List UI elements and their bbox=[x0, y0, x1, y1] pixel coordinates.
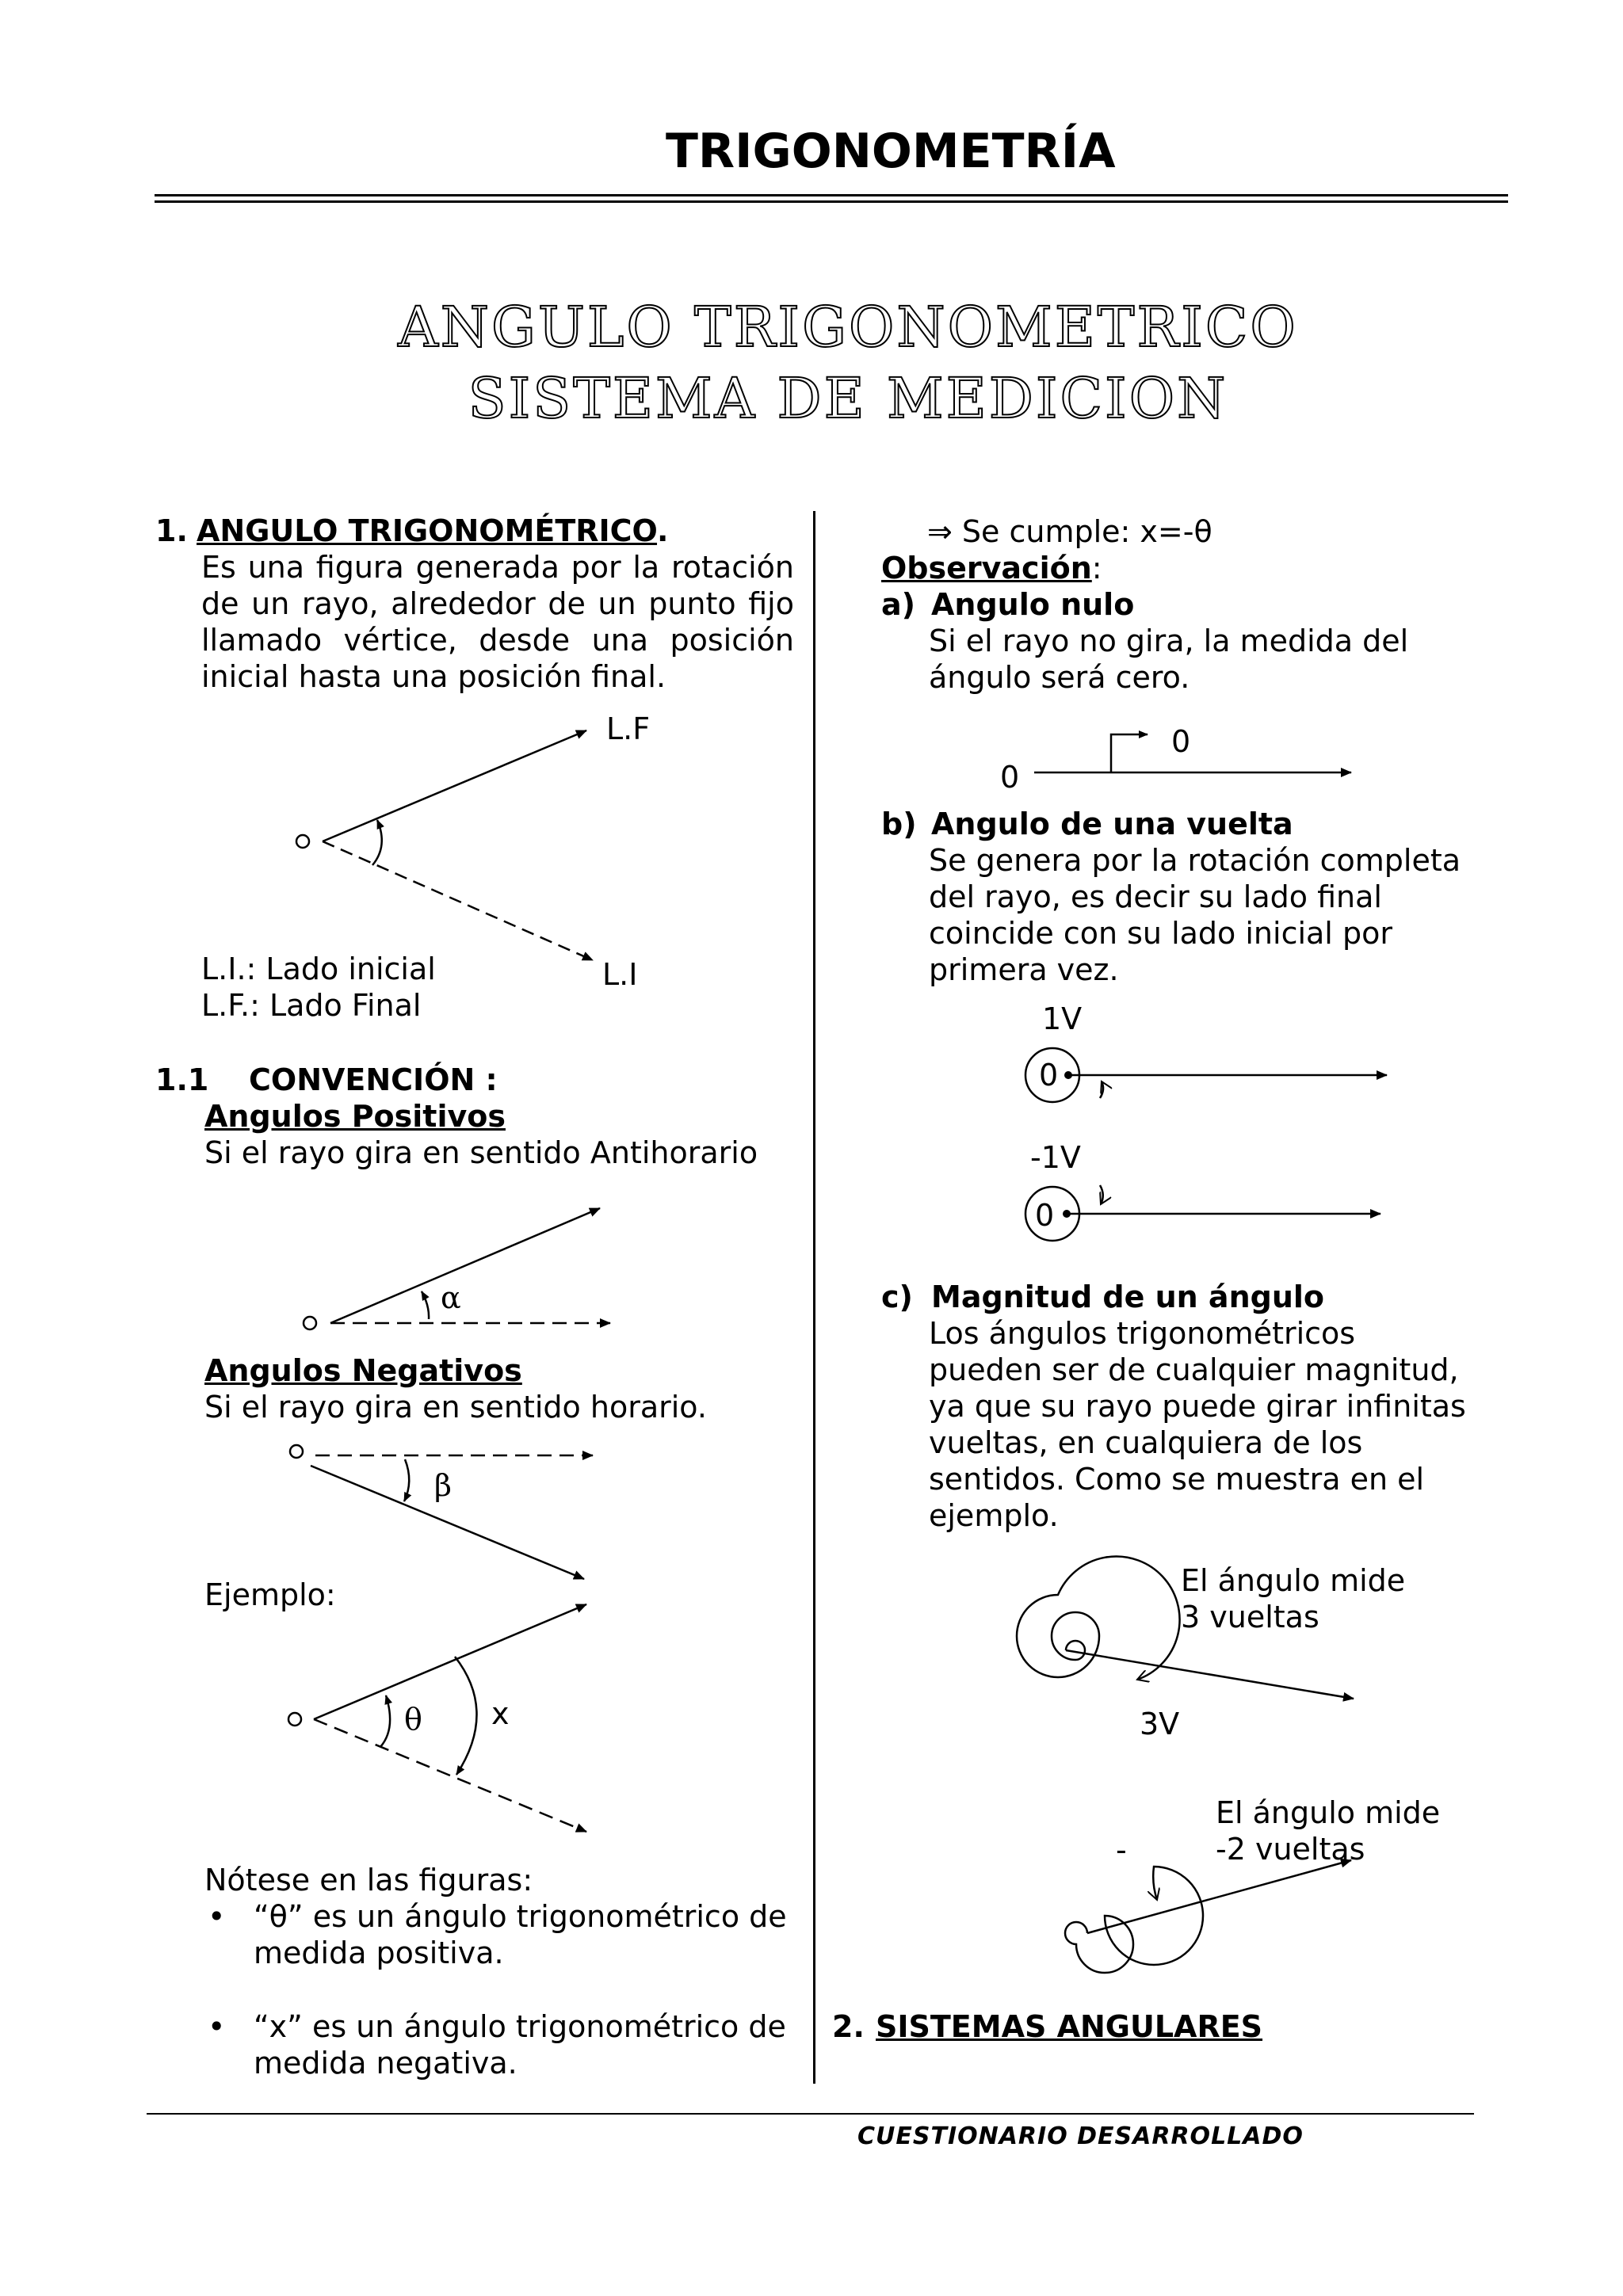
one-turn-zero: 0 bbox=[1039, 1058, 1059, 1093]
theta-label: θ bbox=[404, 1702, 422, 1737]
main-title-line2: SISTEMA DE MEDICION bbox=[468, 366, 1228, 431]
item-b-title: Angulo de una vuelta bbox=[931, 807, 1293, 841]
section1-number: 1. bbox=[155, 513, 188, 548]
item-c-line-5: sentidos. Como se muestra en el bbox=[929, 1462, 1425, 1497]
item-b-label: b) bbox=[881, 807, 917, 841]
section1-title-end: . bbox=[657, 513, 669, 548]
legend-initial-side: L.I.: Lado inicial bbox=[201, 952, 436, 986]
bullet-2-line-1: “x” es un ángulo trigonométrico de bbox=[254, 2009, 786, 2044]
legend-final-side: L.F.: Lado Final bbox=[201, 988, 422, 1023]
alpha-label: α bbox=[441, 1280, 461, 1315]
initial-side-label: L.I bbox=[602, 957, 638, 992]
item-c-line-2: pueden ser de cualquier magnitud, bbox=[929, 1352, 1459, 1387]
main-title-line1: ANGULO TRIGONOMETRICO bbox=[398, 295, 1298, 360]
bullet-1-marker: • bbox=[208, 1899, 226, 1934]
positive-angles-text: Si el rayo gira en sentido Antihorario bbox=[204, 1135, 758, 1170]
section2-number: 2. bbox=[832, 2009, 865, 2044]
observation-colon: : bbox=[1091, 551, 1102, 585]
minus-one-turn-label: -1V bbox=[1030, 1140, 1081, 1175]
header-title: TRIGONOMETRÍA bbox=[666, 124, 1116, 179]
item-b-line-4: primera vez. bbox=[929, 952, 1119, 987]
spiral3-text-line-2: 3 vueltas bbox=[1181, 1600, 1319, 1634]
item-c-title: Magnitud de un ángulo bbox=[931, 1280, 1325, 1314]
item-c-line-1: Los ángulos trigonométricos bbox=[929, 1316, 1356, 1351]
spiral2-text-line-2: -2 vueltas bbox=[1216, 1832, 1365, 1867]
spiral2-text-line-1: El ángulo mide bbox=[1216, 1795, 1441, 1830]
null-angle-zero-top: 0 bbox=[1171, 724, 1191, 759]
example-label: Ejemplo: bbox=[204, 1577, 336, 1612]
item-a-line-1: Si el rayo no gira, la medida del bbox=[929, 624, 1409, 658]
final-side-label: L.F bbox=[606, 711, 651, 746]
null-angle-zero-left: 0 bbox=[1000, 760, 1020, 795]
item-a-line-2: ángulo será cero. bbox=[929, 660, 1190, 695]
section1-title: ANGULO TRIGONOMÉTRICO bbox=[197, 513, 658, 548]
section1-line-4: inicial hasta una posición final. bbox=[201, 659, 666, 694]
negative-angles-title: Angulos Negativos bbox=[204, 1353, 522, 1388]
x-label: x bbox=[491, 1696, 510, 1731]
footer-rule bbox=[147, 2113, 1474, 2115]
footer-text: CUESTIONARIO DESARROLLADO bbox=[857, 2122, 1304, 2150]
spiral3-label: 3V bbox=[1140, 1707, 1180, 1741]
spiral3-text-line-1: El ángulo mide bbox=[1181, 1563, 1406, 1598]
se-cumple-text: ⇒ Se cumple: x=-θ bbox=[927, 514, 1212, 549]
item-c-line-3: ya que su rayo puede girar infinitas bbox=[929, 1389, 1466, 1424]
bullet-2-line-2: medida negativa. bbox=[254, 2046, 517, 2081]
section1-line-2: de un rayo, alrededor de un punto fijo bbox=[201, 586, 794, 621]
item-c-line-4: vueltas, en cualquiera de los bbox=[929, 1425, 1363, 1460]
section11-title: CONVENCIÓN : bbox=[249, 1062, 498, 1097]
section1-line-3: llamado vértice, desde una posición bbox=[201, 623, 794, 658]
section11-number: 1.1 bbox=[155, 1062, 209, 1097]
minus-one-turn-zero: 0 bbox=[1035, 1198, 1055, 1233]
positive-angles-title: Angulos Positivos bbox=[204, 1099, 506, 1134]
item-a-label: a) bbox=[881, 587, 916, 622]
one-turn-label: 1V bbox=[1042, 1001, 1083, 1036]
bullet-2-marker: • bbox=[208, 2009, 226, 2044]
item-a-title: Angulo nulo bbox=[931, 587, 1135, 622]
bullet-1-line-2: medida positiva. bbox=[254, 1936, 504, 1970]
beta-label: β bbox=[434, 1468, 452, 1503]
spiral2-minus-sign: - bbox=[1116, 1833, 1127, 1867]
notese-text: Nótese en las figuras: bbox=[204, 1863, 533, 1897]
item-b-line-3: coincide con su lado inicial por bbox=[929, 916, 1392, 951]
item-c-label: c) bbox=[881, 1280, 913, 1314]
section2-title: SISTEMAS ANGULARES bbox=[876, 2009, 1263, 2044]
item-b-line-1: Se genera por la rotación completa bbox=[929, 843, 1461, 878]
item-b-line-2: del rayo, es decir su lado final bbox=[929, 879, 1382, 914]
section1-line-1: Es una figura generada por la rotación bbox=[201, 550, 794, 585]
item-c-line-6: ejemplo. bbox=[929, 1498, 1059, 1533]
bullet-1-line-1: “θ” es un ángulo trigonométrico de bbox=[254, 1899, 787, 1934]
observation-title: Observación bbox=[881, 551, 1092, 585]
negative-angles-text: Si el rayo gira en sentido horario. bbox=[204, 1390, 707, 1425]
